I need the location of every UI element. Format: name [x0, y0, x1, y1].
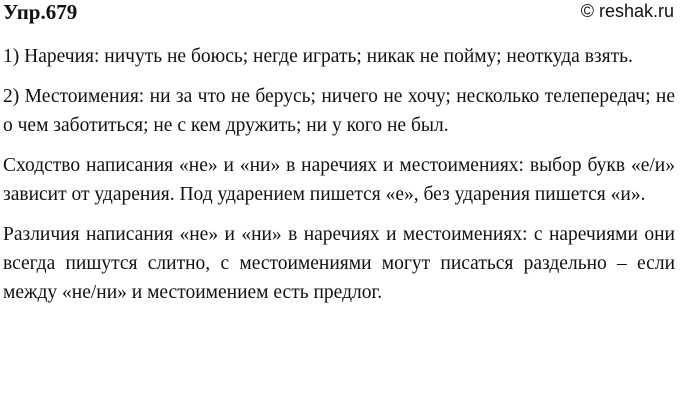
- paragraph-differences: Различия написания «не» и «ни» в наречиях и местоимениях: с наречиями они всегда пишутся слитно, с местоимениями могут писаться раздельно – если между «не/ни» и местоимением есть предлог.: [3, 224, 675, 303]
- answer-text: [3, 42, 675, 318]
- copyright-notice: © reshak.ru: [580, 1, 674, 21]
- page-header: [0, 0, 680, 26]
- paragraph-adverbs: 1) Наречия: ничуть не боюсь; негде играть; никак не пойму; неоткуда взять.: [3, 46, 633, 67]
- exercise-title: Упр.679: [3, 0, 78, 24]
- paragraph-similarity: Сходство написания «не» и «ни» в наречиях и местоимениях: выбор букв «е/и» зависит от ударения. Под ударением пишется «е», без ударения пишется «и».: [3, 155, 675, 205]
- paragraph-pronouns: 2) Местоимения: ни за что не берусь; ничего не хочу; несколько телепередач; не о чем заботиться; не с кем дружить; ни у кого не был.: [3, 86, 675, 136]
